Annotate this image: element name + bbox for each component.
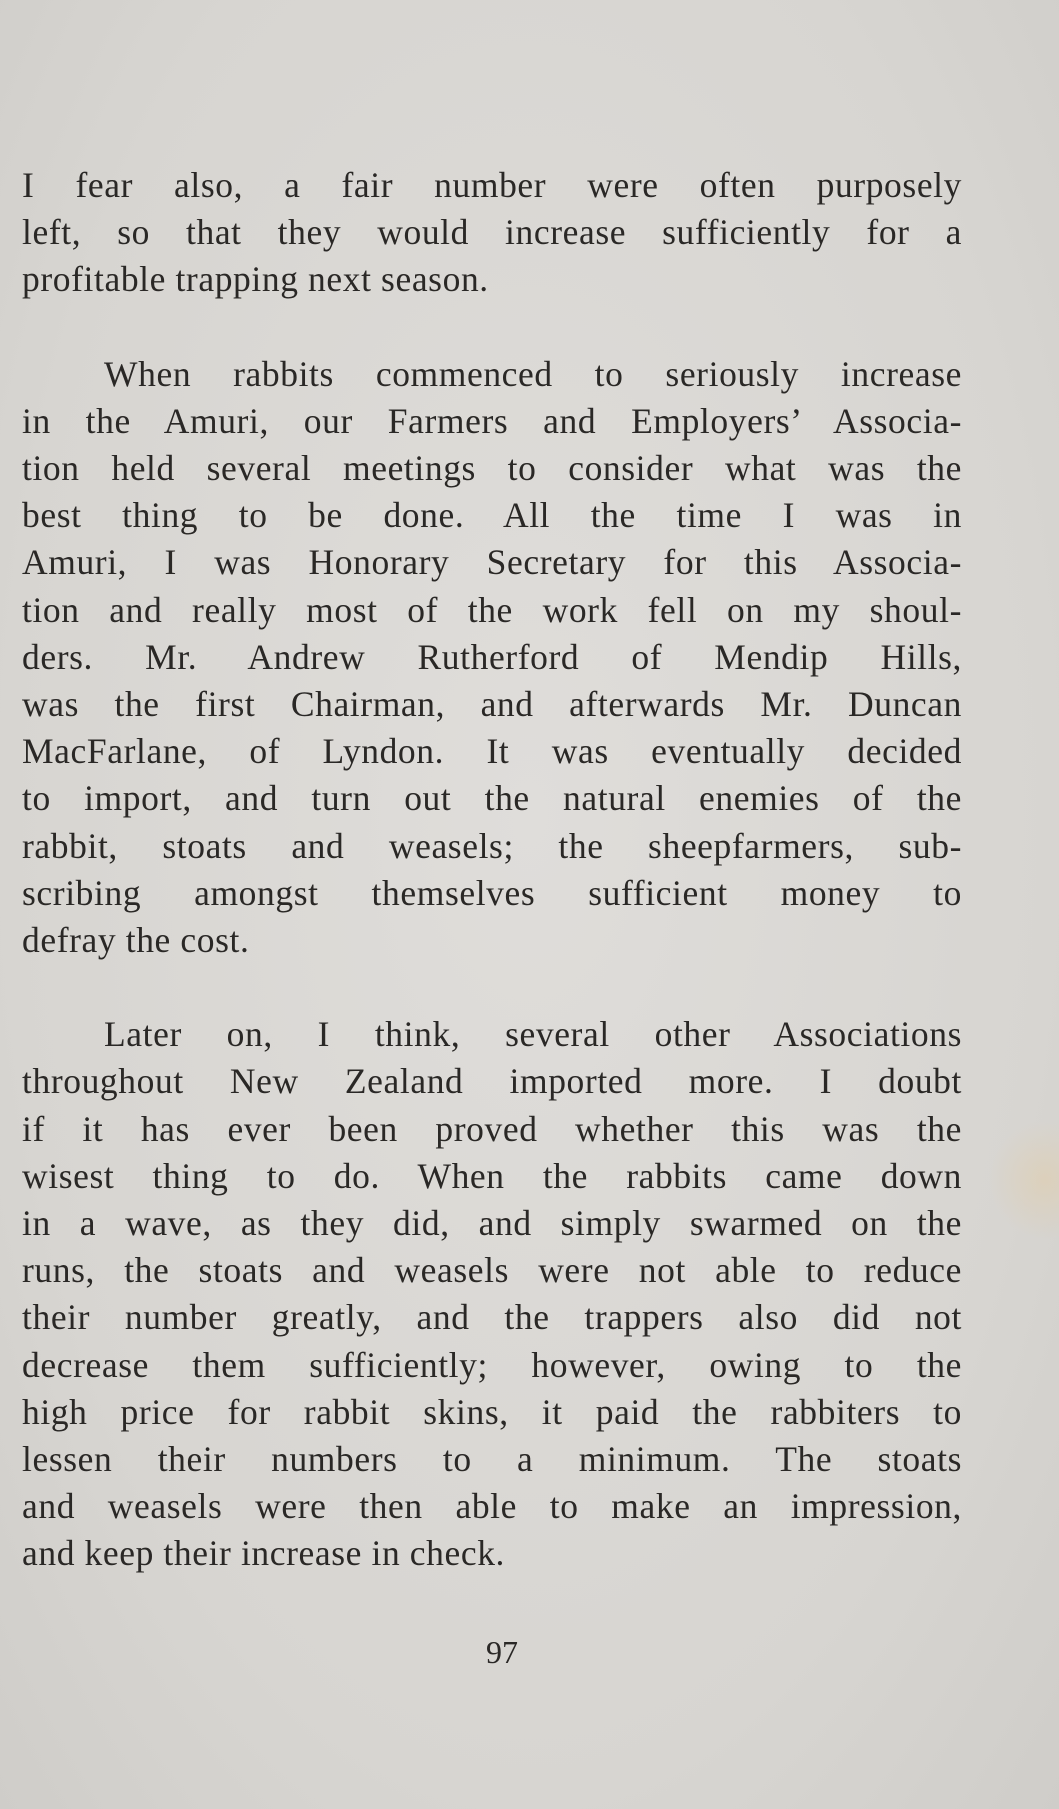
text-line: and weasels were then able to make an impression,: [22, 1486, 962, 1527]
text-line: I fear also, a fair number were often purposely: [22, 165, 962, 205]
text-line: if it has ever been proved whether this was the: [22, 1108, 962, 1149]
text-line: profitable trapping next season.: [22, 259, 489, 300]
text-line: scribing amongst themselves sufficient money to: [22, 872, 962, 913]
text-line: When rabbits commenced to seriously increase: [104, 353, 962, 394]
text-line: MacFarlane, of Lyndon. It was eventually decided: [22, 731, 962, 772]
text-line: best thing to be done. All the time I was in: [22, 495, 962, 536]
text-line: to import, and turn out the natural enemies of the: [22, 778, 962, 819]
text-line: in a wave, as they did, and simply swarmed on the: [22, 1203, 962, 1244]
paragraph-2: [22, 351, 962, 965]
text-line: tion and really most of the work fell on my shoul-: [22, 589, 962, 630]
text-line: Later on, I think, several other Associations: [104, 1014, 962, 1055]
text-line: rabbit, stoats and weasels; the sheepfarmers, sub-: [22, 825, 962, 866]
text-line: high price for rabbit skins, it paid the rabbiters to: [22, 1391, 962, 1432]
text-line: throughout New Zealand imported more. I doubt: [22, 1061, 962, 1102]
text-line: Amuri, I was Honorary Secretary for this Associa-: [22, 542, 962, 583]
text-line: and keep their increase in check.: [22, 1533, 506, 1574]
paper-stain: [989, 1120, 1059, 1240]
text-line: tion held several meetings to consider what was the: [22, 448, 962, 489]
text-line: ders. Mr. Andrew Rutherford of Mendip Hills,: [22, 636, 962, 677]
text-line: runs, the stoats and weasels were not able to reduce: [22, 1250, 962, 1291]
body-text: [22, 162, 962, 1578]
text-line: left, so that they would increase sufficiently for a: [22, 212, 962, 253]
paragraph-gap: [22, 964, 962, 1011]
text-line: wisest thing to do. When the rabbits came down: [22, 1155, 962, 1196]
text-line: decrease them sufficiently; however, owing to the: [22, 1344, 962, 1385]
paragraph-gap: [22, 304, 962, 351]
paragraph-1: [22, 162, 962, 304]
text-line: lessen their numbers to a minimum. The stoats: [22, 1439, 962, 1480]
page-number: 97: [486, 1634, 518, 1670]
paragraph-3: [22, 1011, 962, 1577]
text-line: in the Amuri, our Farmers and Employers’ Associa-: [22, 400, 962, 441]
text-line: their number greatly, and the trappers also did not: [22, 1297, 962, 1338]
text-line: was the first Chairman, and afterwards Mr. Duncan: [22, 684, 962, 725]
text-line: defray the cost.: [22, 920, 250, 961]
